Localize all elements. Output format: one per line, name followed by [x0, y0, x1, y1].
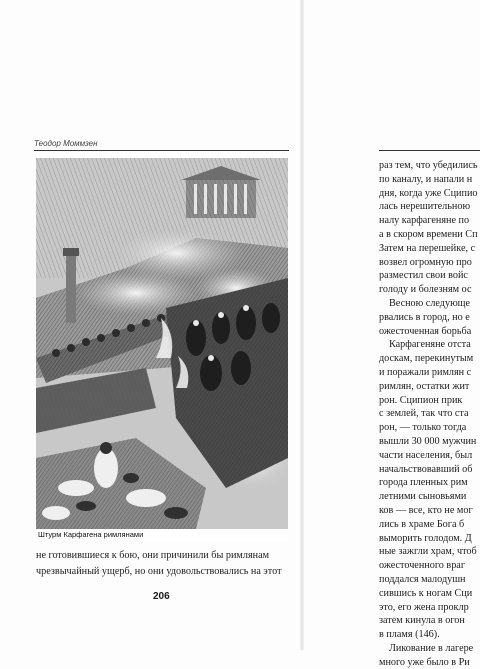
text-line: ные зажгли храм, чтоб: [379, 546, 477, 558]
storming-engraving: [36, 158, 288, 529]
text-line: ков — все, кто не мог: [379, 504, 473, 516]
running-head: Теодор Моммзен: [34, 139, 98, 148]
left-page-text: [36, 548, 292, 580]
page-number: 206: [153, 591, 170, 602]
book-gutter: [300, 0, 304, 650]
text-line: лась нерешительною: [379, 201, 471, 213]
text-line: разместил свои войс: [379, 270, 468, 282]
text-line: рон, — только тогда: [379, 422, 467, 434]
text-line: вышли 30 000 мужчин: [379, 435, 477, 447]
text-line: с землей, так что ста: [379, 408, 469, 420]
text-line: части населения, был: [379, 449, 473, 461]
text-line: возвел огромную про: [379, 256, 472, 268]
text-line: доскам, перекинутым: [379, 353, 474, 365]
text-line: и поражали римлян с: [379, 366, 472, 378]
text-line: чрезвычайный ущерб, но они удовольствовались на этот: [36, 566, 282, 577]
text-line: поддался малодушн: [379, 573, 466, 585]
text-line: затем кинула в огон: [379, 615, 465, 627]
text-line: рон. Сципион прик: [379, 394, 463, 406]
text-line: налу карфагеняне по: [379, 215, 470, 227]
right-header-rule: [379, 150, 480, 151]
text-line: в пламя (146).: [379, 629, 440, 641]
text-line: ожесточенная борьба: [379, 325, 472, 337]
text-line: дня, когда уже Сципио: [379, 187, 478, 199]
text-line: Ликование в лагере: [389, 642, 474, 654]
engraving-illustration: [36, 158, 288, 529]
text-line: лись в храме Бога б: [379, 518, 465, 530]
illustration-caption: Штурм Карфагена римлянами: [36, 529, 288, 541]
text-line: голоду и болезням ос: [379, 284, 472, 296]
text-line: ожесточенного враг: [379, 560, 466, 572]
text-line: Карфагеняне отста: [389, 339, 471, 351]
text-line: Затем на перешейке, с: [379, 242, 476, 254]
text-line: выморить голодом. Д: [379, 532, 472, 544]
header-rule: [34, 150, 289, 151]
text-line: начальствовавший об: [379, 463, 473, 475]
text-line: римлян, остатки жит: [379, 380, 470, 392]
text-line: не готовившиеся к бою, они причинили бы римлянам: [36, 550, 270, 561]
text-line: это, его жена проклр: [379, 601, 469, 613]
text-line: летними сыновьями: [379, 491, 467, 503]
text-line: много уже было в Ри: [379, 656, 470, 668]
right-page-text: [379, 159, 480, 669]
text-line: сившись к ногам Сци: [379, 587, 473, 599]
text-line: Весною следующе: [389, 297, 471, 309]
text-line: города пленных рим: [379, 477, 468, 489]
text-line: а в скором времени Сп: [379, 228, 478, 240]
text-line: рвались в город, но е: [379, 311, 470, 323]
text-line: по каналу, и напали н: [379, 173, 473, 185]
text-line: раз тем, что убедились: [379, 160, 478, 171]
